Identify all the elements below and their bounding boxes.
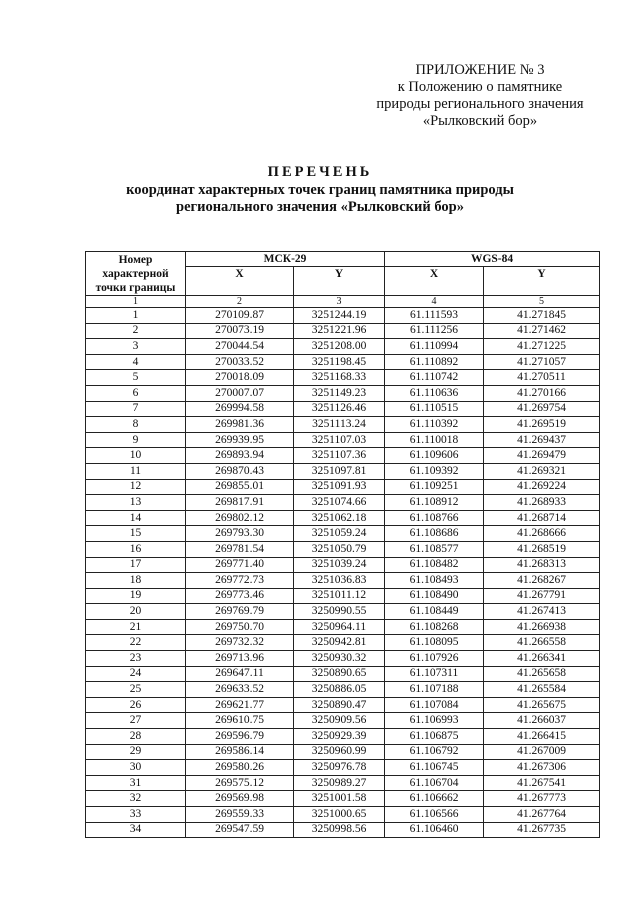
cell-msk-x: 269559.33 bbox=[186, 807, 294, 823]
cell-wgs-x: 61.109251 bbox=[385, 479, 484, 495]
table-row bbox=[86, 339, 600, 355]
table-row bbox=[86, 666, 600, 682]
cell-msk-y: 3251198.45 bbox=[294, 354, 385, 370]
cell-msk-x: 269773.46 bbox=[186, 588, 294, 604]
cell-wgs-x: 61.106792 bbox=[385, 744, 484, 760]
cell-msk-x: 269939.95 bbox=[186, 432, 294, 448]
cell-point-number: 5 bbox=[86, 370, 186, 386]
table-row bbox=[86, 807, 600, 823]
cell-msk-y: 3251036.83 bbox=[294, 573, 385, 589]
cell-wgs-y: 41.269479 bbox=[484, 448, 600, 464]
table-row bbox=[86, 744, 600, 760]
table-row bbox=[86, 619, 600, 635]
table-row bbox=[86, 463, 600, 479]
cell-point-number: 15 bbox=[86, 526, 186, 542]
table-row bbox=[86, 308, 600, 324]
cell-wgs-x: 61.108577 bbox=[385, 541, 484, 557]
table-row bbox=[86, 354, 600, 370]
cell-point-number: 11 bbox=[86, 463, 186, 479]
cell-wgs-y: 41.268933 bbox=[484, 495, 600, 511]
header-wgs-x: X bbox=[385, 267, 484, 296]
cell-wgs-x: 61.108686 bbox=[385, 526, 484, 542]
cell-msk-y: 3250964.11 bbox=[294, 619, 385, 635]
cell-msk-y: 3250989.27 bbox=[294, 775, 385, 791]
cell-point-number: 27 bbox=[86, 713, 186, 729]
cell-wgs-y: 41.266415 bbox=[484, 729, 600, 745]
column-number: 3 bbox=[294, 296, 385, 308]
cell-msk-y: 3250930.32 bbox=[294, 651, 385, 667]
cell-point-number: 33 bbox=[86, 807, 186, 823]
cell-msk-x: 269610.75 bbox=[186, 713, 294, 729]
table-row bbox=[86, 573, 600, 589]
annex-reference-2: природы регионального значения bbox=[376, 96, 584, 112]
cell-msk-x: 270073.19 bbox=[186, 323, 294, 339]
cell-point-number: 31 bbox=[86, 775, 186, 791]
cell-wgs-x: 61.110742 bbox=[385, 370, 484, 386]
cell-wgs-x: 61.111593 bbox=[385, 308, 484, 324]
cell-msk-x: 270033.52 bbox=[186, 354, 294, 370]
cell-msk-x: 269802.12 bbox=[186, 510, 294, 526]
cell-msk-x: 269575.12 bbox=[186, 775, 294, 791]
cell-wgs-y: 41.269437 bbox=[484, 432, 600, 448]
cell-wgs-x: 61.106745 bbox=[385, 760, 484, 776]
cell-wgs-y: 41.269224 bbox=[484, 479, 600, 495]
cell-msk-y: 3251001.58 bbox=[294, 791, 385, 807]
cell-msk-x: 269781.54 bbox=[186, 541, 294, 557]
cell-msk-x: 269633.52 bbox=[186, 682, 294, 698]
cell-msk-x: 269713.96 bbox=[186, 651, 294, 667]
annex-number: ПРИЛОЖЕНИЕ № 3 bbox=[415, 62, 545, 78]
table-row bbox=[86, 604, 600, 620]
column-number: 5 bbox=[484, 296, 600, 308]
cell-wgs-x: 61.110994 bbox=[385, 339, 484, 355]
cell-wgs-x: 61.110515 bbox=[385, 401, 484, 417]
cell-wgs-y: 41.271225 bbox=[484, 339, 600, 355]
table-row bbox=[86, 479, 600, 495]
cell-point-number: 19 bbox=[86, 588, 186, 604]
cell-wgs-x: 61.108268 bbox=[385, 619, 484, 635]
cell-msk-y: 3251149.23 bbox=[294, 385, 385, 401]
annex-heading bbox=[355, 62, 605, 130]
coordinates-table bbox=[85, 251, 600, 838]
cell-point-number: 9 bbox=[86, 432, 186, 448]
cell-msk-x: 269771.40 bbox=[186, 557, 294, 573]
cell-point-number: 24 bbox=[86, 666, 186, 682]
cell-wgs-y: 41.268714 bbox=[484, 510, 600, 526]
cell-wgs-y: 41.268267 bbox=[484, 573, 600, 589]
cell-wgs-y: 41.265584 bbox=[484, 682, 600, 698]
header-msk29: МСК-29 bbox=[186, 252, 385, 267]
cell-wgs-y: 41.270511 bbox=[484, 370, 600, 386]
cell-msk-y: 3251062.18 bbox=[294, 510, 385, 526]
cell-point-number: 17 bbox=[86, 557, 186, 573]
cell-msk-y: 3251059.24 bbox=[294, 526, 385, 542]
cell-msk-x: 269621.77 bbox=[186, 697, 294, 713]
table-row bbox=[86, 775, 600, 791]
table-row bbox=[86, 448, 600, 464]
table-row bbox=[86, 432, 600, 448]
cell-wgs-y: 41.269321 bbox=[484, 463, 600, 479]
cell-wgs-y: 41.267541 bbox=[484, 775, 600, 791]
cell-wgs-y: 41.267764 bbox=[484, 807, 600, 823]
cell-msk-y: 3251050.79 bbox=[294, 541, 385, 557]
cell-wgs-y: 41.267735 bbox=[484, 822, 600, 838]
cell-msk-y: 3251113.24 bbox=[294, 417, 385, 433]
cell-wgs-y: 41.267773 bbox=[484, 791, 600, 807]
header-point-number: Номер характерной точки границы bbox=[86, 252, 186, 296]
cell-point-number: 13 bbox=[86, 495, 186, 511]
cell-point-number: 6 bbox=[86, 385, 186, 401]
cell-wgs-y: 41.266037 bbox=[484, 713, 600, 729]
cell-msk-y: 3250929.39 bbox=[294, 729, 385, 745]
cell-wgs-y: 41.266558 bbox=[484, 635, 600, 651]
cell-msk-x: 269586.14 bbox=[186, 744, 294, 760]
cell-wgs-x: 61.106460 bbox=[385, 822, 484, 838]
cell-point-number: 32 bbox=[86, 791, 186, 807]
cell-point-number: 1 bbox=[86, 308, 186, 324]
cell-msk-y: 3250890.47 bbox=[294, 697, 385, 713]
cell-wgs-y: 41.268666 bbox=[484, 526, 600, 542]
cell-msk-y: 3251000.65 bbox=[294, 807, 385, 823]
table-row bbox=[86, 682, 600, 698]
cell-wgs-y: 41.266938 bbox=[484, 619, 600, 635]
cell-msk-x: 269893.94 bbox=[186, 448, 294, 464]
table-row bbox=[86, 385, 600, 401]
cell-msk-x: 269817.91 bbox=[186, 495, 294, 511]
cell-msk-y: 3251107.03 bbox=[294, 432, 385, 448]
cell-wgs-x: 61.106875 bbox=[385, 729, 484, 745]
table-row bbox=[86, 651, 600, 667]
cell-msk-y: 3251039.24 bbox=[294, 557, 385, 573]
cell-msk-x: 269769.79 bbox=[186, 604, 294, 620]
cell-point-number: 7 bbox=[86, 401, 186, 417]
cell-point-number: 28 bbox=[86, 729, 186, 745]
cell-wgs-y: 41.270166 bbox=[484, 385, 600, 401]
cell-wgs-x: 61.108912 bbox=[385, 495, 484, 511]
cell-point-number: 29 bbox=[86, 744, 186, 760]
cell-msk-x: 270007.07 bbox=[186, 385, 294, 401]
cell-point-number: 20 bbox=[86, 604, 186, 620]
cell-msk-y: 3250909.56 bbox=[294, 713, 385, 729]
cell-wgs-x: 61.107926 bbox=[385, 651, 484, 667]
cell-wgs-y: 41.267306 bbox=[484, 760, 600, 776]
cell-wgs-y: 41.271845 bbox=[484, 308, 600, 324]
table-row bbox=[86, 635, 600, 651]
cell-wgs-x: 61.108482 bbox=[385, 557, 484, 573]
table-row bbox=[86, 541, 600, 557]
annex-reference-3: «Рылковский бор» bbox=[422, 113, 538, 129]
cell-point-number: 10 bbox=[86, 448, 186, 464]
cell-msk-y: 3250960.99 bbox=[294, 744, 385, 760]
cell-wgs-y: 41.269754 bbox=[484, 401, 600, 417]
table-row bbox=[86, 495, 600, 511]
cell-wgs-y: 41.265658 bbox=[484, 666, 600, 682]
cell-wgs-x: 61.110636 bbox=[385, 385, 484, 401]
cell-wgs-x: 61.109392 bbox=[385, 463, 484, 479]
cell-msk-x: 269772.73 bbox=[186, 573, 294, 589]
cell-msk-x: 270018.09 bbox=[186, 370, 294, 386]
cell-wgs-y: 41.271057 bbox=[484, 354, 600, 370]
table-row bbox=[86, 370, 600, 386]
table-row bbox=[86, 557, 600, 573]
cell-wgs-y: 41.269519 bbox=[484, 417, 600, 433]
header-wgs84: WGS-84 bbox=[385, 252, 600, 267]
cell-wgs-x: 61.108095 bbox=[385, 635, 484, 651]
subtitle-line-2: регионального значения «Рылковский бор» bbox=[176, 199, 464, 215]
cell-msk-x: 269580.26 bbox=[186, 760, 294, 776]
column-number: 1 bbox=[86, 296, 186, 308]
cell-point-number: 22 bbox=[86, 635, 186, 651]
cell-point-number: 30 bbox=[86, 760, 186, 776]
cell-point-number: 25 bbox=[86, 682, 186, 698]
cell-msk-y: 3251091.93 bbox=[294, 479, 385, 495]
subtitle-line-1: координат характерных точек границ памятника природы bbox=[126, 182, 514, 198]
cell-msk-y: 3251168.33 bbox=[294, 370, 385, 386]
cell-point-number: 8 bbox=[86, 417, 186, 433]
column-number: 2 bbox=[186, 296, 294, 308]
cell-msk-x: 269732.32 bbox=[186, 635, 294, 651]
cell-point-number: 14 bbox=[86, 510, 186, 526]
cell-wgs-x: 61.108766 bbox=[385, 510, 484, 526]
cell-msk-y: 3250886.05 bbox=[294, 682, 385, 698]
cell-wgs-x: 61.110892 bbox=[385, 354, 484, 370]
cell-msk-x: 269994.58 bbox=[186, 401, 294, 417]
cell-msk-y: 3251097.81 bbox=[294, 463, 385, 479]
cell-msk-y: 3251107.36 bbox=[294, 448, 385, 464]
cell-wgs-y: 41.266341 bbox=[484, 651, 600, 667]
cell-point-number: 18 bbox=[86, 573, 186, 589]
cell-point-number: 34 bbox=[86, 822, 186, 838]
table-row bbox=[86, 729, 600, 745]
cell-msk-y: 3251244.19 bbox=[294, 308, 385, 324]
table-row bbox=[86, 323, 600, 339]
cell-wgs-x: 61.109606 bbox=[385, 448, 484, 464]
cell-msk-y: 3250942.81 bbox=[294, 635, 385, 651]
cell-wgs-x: 61.106566 bbox=[385, 807, 484, 823]
cell-wgs-x: 61.111256 bbox=[385, 323, 484, 339]
cell-wgs-x: 61.108490 bbox=[385, 588, 484, 604]
cell-msk-x: 269647.11 bbox=[186, 666, 294, 682]
cell-wgs-y: 41.271462 bbox=[484, 323, 600, 339]
cell-point-number: 2 bbox=[86, 323, 186, 339]
cell-wgs-x: 61.110392 bbox=[385, 417, 484, 433]
cell-point-number: 4 bbox=[86, 354, 186, 370]
cell-wgs-y: 41.265675 bbox=[484, 697, 600, 713]
table-body bbox=[86, 308, 600, 838]
header-msk-y: Y bbox=[294, 267, 385, 296]
table-row bbox=[86, 588, 600, 604]
cell-msk-x: 269547.59 bbox=[186, 822, 294, 838]
cell-wgs-x: 61.106662 bbox=[385, 791, 484, 807]
table-row bbox=[86, 526, 600, 542]
cell-wgs-x: 61.108449 bbox=[385, 604, 484, 620]
cell-point-number: 26 bbox=[86, 697, 186, 713]
cell-msk-x: 270109.87 bbox=[186, 308, 294, 324]
table-row bbox=[86, 713, 600, 729]
table-row bbox=[86, 510, 600, 526]
cell-msk-y: 3251074.66 bbox=[294, 495, 385, 511]
header-msk-x: X bbox=[186, 267, 294, 296]
cell-wgs-x: 61.110018 bbox=[385, 432, 484, 448]
cell-msk-y: 3251011.12 bbox=[294, 588, 385, 604]
table-row bbox=[86, 401, 600, 417]
cell-msk-x: 270044.54 bbox=[186, 339, 294, 355]
cell-point-number: 21 bbox=[86, 619, 186, 635]
cell-msk-x: 269793.30 bbox=[186, 526, 294, 542]
document-subtitle bbox=[80, 182, 560, 216]
annex-reference: к Положению о памятнике bbox=[397, 79, 563, 95]
cell-msk-x: 269750.70 bbox=[186, 619, 294, 635]
column-number-row bbox=[86, 296, 600, 308]
cell-msk-x: 269981.36 bbox=[186, 417, 294, 433]
cell-msk-y: 3250990.55 bbox=[294, 604, 385, 620]
cell-msk-y: 3251126.46 bbox=[294, 401, 385, 417]
cell-wgs-x: 61.108493 bbox=[385, 573, 484, 589]
header-wgs-y: Y bbox=[484, 267, 600, 296]
cell-wgs-y: 41.267413 bbox=[484, 604, 600, 620]
cell-wgs-y: 41.267009 bbox=[484, 744, 600, 760]
cell-wgs-y: 41.268519 bbox=[484, 541, 600, 557]
cell-wgs-x: 61.106993 bbox=[385, 713, 484, 729]
cell-msk-y: 3251221.96 bbox=[294, 323, 385, 339]
table-row bbox=[86, 417, 600, 433]
cell-point-number: 12 bbox=[86, 479, 186, 495]
table-row bbox=[86, 760, 600, 776]
table-row bbox=[86, 697, 600, 713]
cell-wgs-x: 61.107311 bbox=[385, 666, 484, 682]
cell-msk-x: 269870.43 bbox=[186, 463, 294, 479]
cell-point-number: 16 bbox=[86, 541, 186, 557]
cell-wgs-x: 61.107188 bbox=[385, 682, 484, 698]
column-number: 4 bbox=[385, 296, 484, 308]
cell-msk-y: 3250998.56 bbox=[294, 822, 385, 838]
cell-msk-x: 269855.01 bbox=[186, 479, 294, 495]
cell-msk-x: 269596.79 bbox=[186, 729, 294, 745]
cell-msk-y: 3250890.65 bbox=[294, 666, 385, 682]
cell-msk-y: 3250976.78 bbox=[294, 760, 385, 776]
cell-wgs-x: 61.107084 bbox=[385, 697, 484, 713]
cell-msk-y: 3251208.00 bbox=[294, 339, 385, 355]
table-row bbox=[86, 791, 600, 807]
cell-wgs-x: 61.106704 bbox=[385, 775, 484, 791]
cell-point-number: 23 bbox=[86, 651, 186, 667]
cell-wgs-y: 41.268313 bbox=[484, 557, 600, 573]
cell-msk-x: 269569.98 bbox=[186, 791, 294, 807]
cell-wgs-y: 41.267791 bbox=[484, 588, 600, 604]
document-title: ПЕРЕЧЕНЬ bbox=[267, 164, 373, 180]
table-row bbox=[86, 822, 600, 838]
cell-point-number: 3 bbox=[86, 339, 186, 355]
